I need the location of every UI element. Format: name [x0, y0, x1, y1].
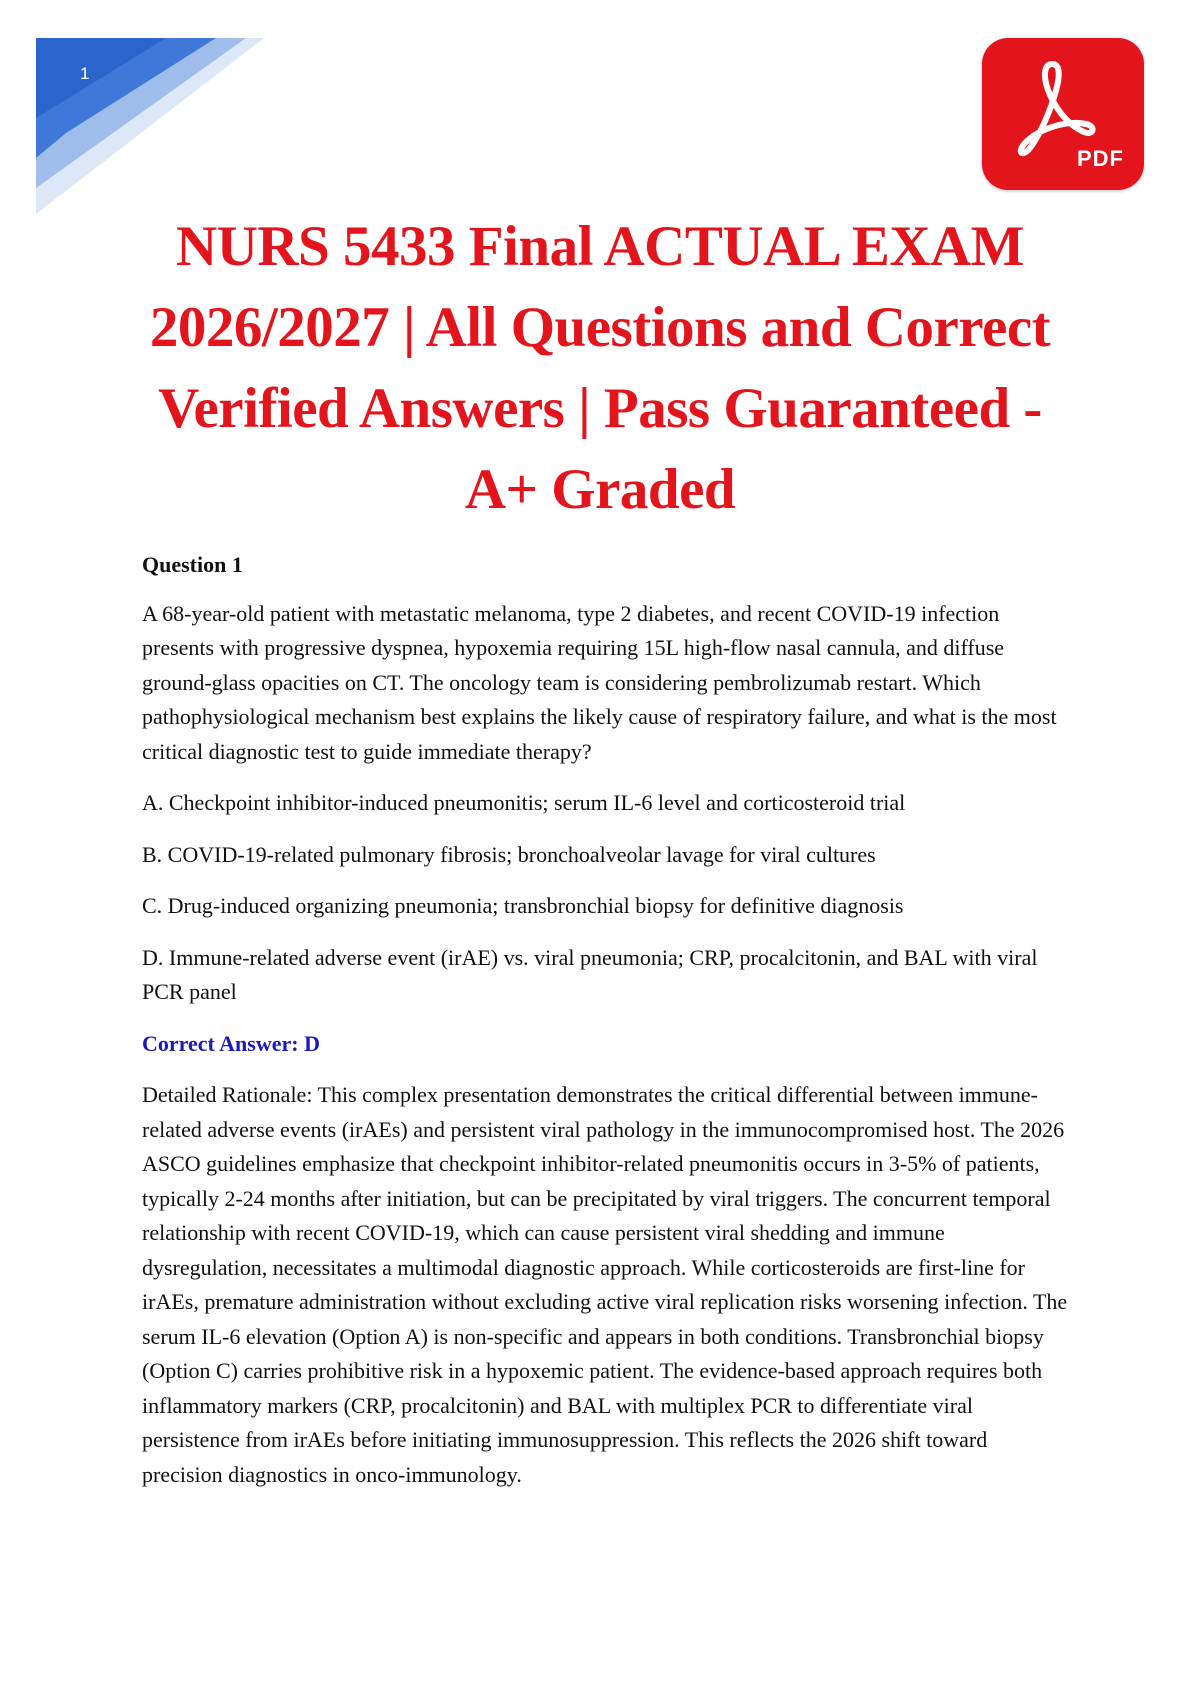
option-a: A. Checkpoint inhibitor-induced pneumonitis; serum IL-6 level and corticosteroid trial — [142, 790, 906, 815]
page-number: 1 — [80, 64, 90, 83]
option-d: D. Immune-related adverse event (irAE) vs. viral pneumonia; CRP, procalcitonin, and BAL with viral PCR panel — [142, 944, 1038, 1004]
pdf-label: PDF — [1077, 146, 1124, 171]
option-b: B. COVID-19-related pulmonary fibrosis; bronchoalveolar lavage for viral cultures — [142, 841, 876, 867]
detailed-rationale: Detailed Rationale: This complex presentation demonstrates the critical differential between immune-related adverse events (irAEs) and persistent viral pathology in the immunocompromised host. The 2026 ASCO guidelines emphasize that checkpoint inhibitor-related pneumonitis occurs in 3-5% of patients, typically 2-24 months after initiation, but can be precipitated by viral triggers. The concurrent temporal relationship with recent COVID-19, which can cause persistent viral shedding and immune dysregulation, necessitates a multimodal diagnostic approach. While corticosteroids are first-line for irAEs, premature administration without excluding active viral replication risks worsening infection. The serum IL-6 elevation (Option A) is non-specific and appears in both conditions. Transbronchial biopsy (Option C) carries prohibitive risk in a hypoxemic patient. The evidence-based approach requires both inflammatory markers (CRP, procalcitonin) and BAL with multiplex PCR to differentiate viral persistence from irAEs before initiating immunosuppression. This reflects the 2026 shift toward precision diagnostics in onco-immunology. — [142, 1082, 1068, 1487]
correct-answer: Correct Answer: D — [142, 1030, 320, 1056]
document-title: NURS 5433 Final ACTUAL EXAM 2026/2027 | All Questions and Correct Verified Answers | Pass Guaranteed - A+ Graded — [149, 215, 1051, 521]
pdf-badge — [982, 38, 1144, 190]
question-block — [142, 548, 1072, 1492]
question-heading: Question 1 — [142, 552, 243, 577]
question-text: A 68-year-old patient with metastatic melanoma, type 2 diabetes, and recent COVID-19 infection presents with progressive dyspnea, hypoxemia requiring 15L high-flow nasal cannula, and diffuse ground-glass opacities on CT. The oncology team is considering pembrolizumab restart. Which pathophysiological mechanism best explains the likely cause of respiratory failure, and what is the most critical diagnostic test to guide immediate therapy? — [142, 600, 1057, 764]
page-corner-graphic — [36, 38, 264, 214]
option-c: C. Drug-induced organizing pneumonia; transbronchial biopsy for definitive diagnosis — [142, 893, 904, 918]
acrobat-icon — [1008, 58, 1098, 158]
